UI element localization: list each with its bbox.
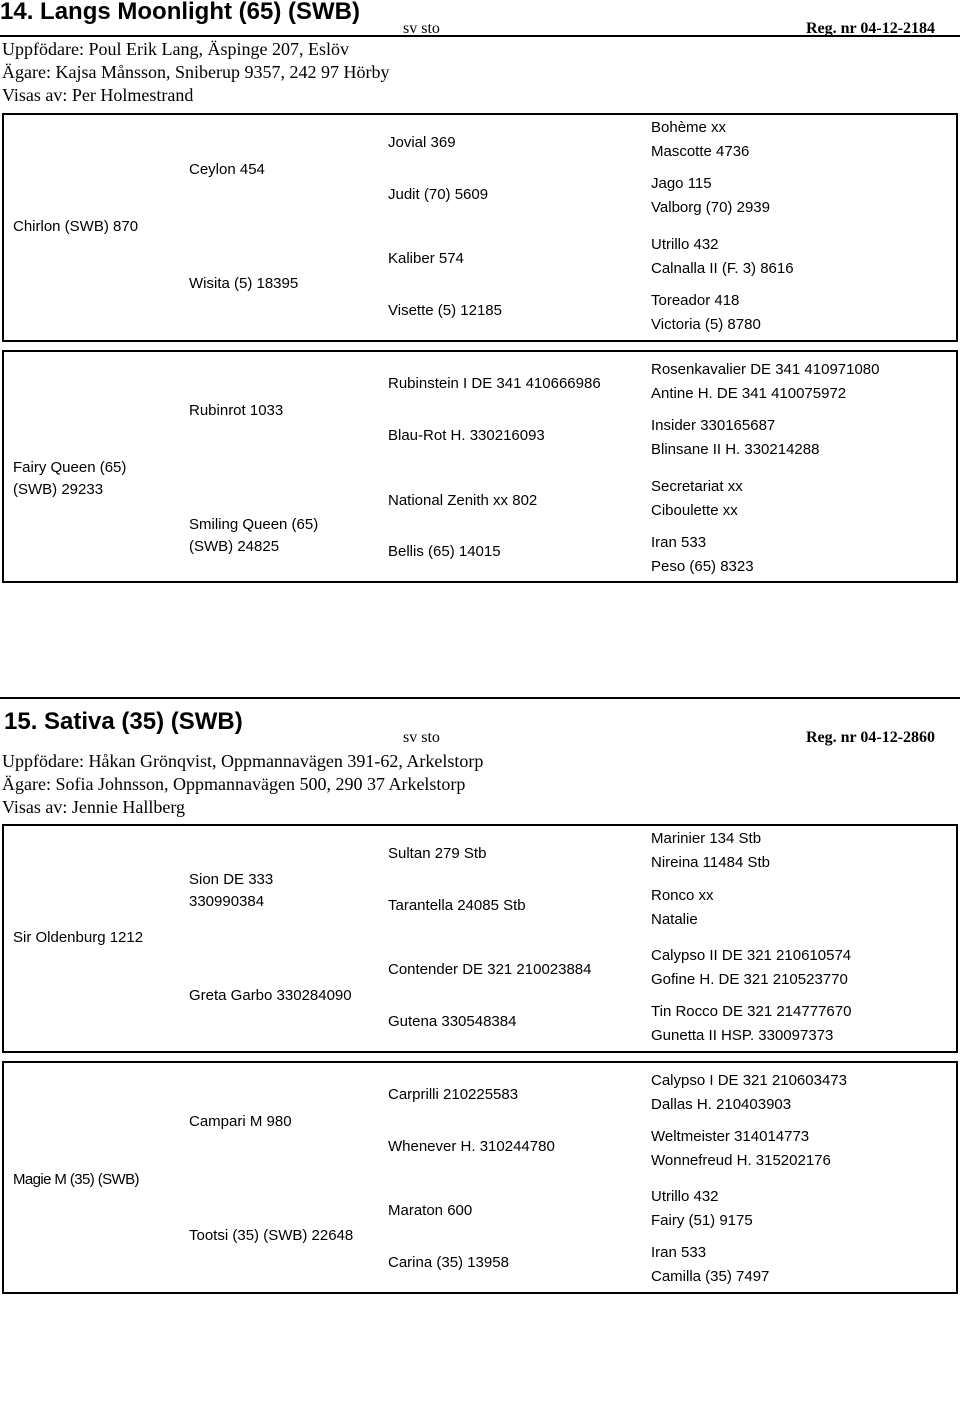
- great-grandparent: Gunetta II HSP. 330097373: [651, 1027, 834, 1044]
- sire-sire-sire: Sultan 279 Stb: [388, 845, 487, 862]
- great-grandparent: Gofine H. DE 321 210523770: [651, 971, 848, 988]
- great-grandparent: Mascotte 4736: [651, 143, 750, 160]
- entry-owner: Ägare: Kajsa Månsson, Sniberup 9357, 242 97 Hörby: [2, 62, 390, 82]
- sire-dam-sire: Kaliber 574: [388, 250, 464, 267]
- entry-title: 15. Sativa (35) (SWB): [4, 708, 243, 735]
- great-grandparent: Jago 115: [651, 175, 712, 192]
- dam-dam-sire: Maraton 600: [388, 1202, 473, 1219]
- separator-line: [0, 697, 960, 699]
- great-grandparent: Ronco xx: [651, 887, 714, 904]
- dam: Fairy Queen (65) (SWB) 29233: [13, 459, 127, 498]
- great-grandparent: Rosenkavalier DE 341 410971080: [651, 361, 880, 378]
- entry-sex: sv sto: [403, 20, 440, 37]
- great-grandparent: Toreador 418: [651, 292, 740, 309]
- great-grandparent: Victoria (5) 8780: [651, 316, 761, 333]
- great-grandparent: Valborg (70) 2939: [651, 199, 770, 216]
- entry-title: 14. Langs Moonlight (65) (SWB): [0, 0, 360, 25]
- dam-dam-dam: Carina (35) 13958: [388, 1254, 509, 1271]
- dam-sire-dam: Whenever H. 310244780: [388, 1138, 555, 1155]
- sire-sire-dam: Tarantella 24085 Stb: [388, 897, 526, 914]
- great-grandparent: Tin Rocco DE 321 214777670: [651, 1003, 852, 1020]
- great-grandparent: Secretariat xx: [651, 478, 743, 495]
- great-grandparent: Iran 533: [651, 534, 707, 551]
- entry-breeder: Uppfödare: Poul Erik Lang, Äspinge 207, Eslöv: [2, 39, 349, 59]
- great-grandparent: Dallas H. 210403903: [651, 1096, 792, 1113]
- sire: Chirlon (SWB) 870: [13, 218, 139, 235]
- great-grandparent: Calypso I DE 321 210603473: [651, 1072, 847, 1089]
- sire-dam: Greta Garbo 330284090: [189, 987, 352, 1004]
- dam-dam-sire: National Zenith xx 802: [388, 492, 538, 509]
- sire-dam-dam: Visette (5) 12185: [388, 302, 502, 319]
- great-grandparent: Peso (65) 8323: [651, 558, 754, 575]
- entry-shown-by: Visas av: Per Holmestrand: [2, 85, 194, 105]
- great-grandparent: Weltmeister 314014773: [651, 1128, 810, 1145]
- great-grandparent: Antine H. DE 341 410075972: [651, 385, 847, 402]
- great-grandparent: Wonnefreud H. 315202176: [651, 1152, 831, 1169]
- dam-dam: Tootsi (35) (SWB) 22648: [189, 1227, 354, 1244]
- great-grandparent: Blinsane II H. 330214288: [651, 441, 820, 458]
- sire-dam-sire: Contender DE 321 210023884: [388, 961, 592, 978]
- entry-owner: Ägare: Sofia Johnsson, Oppmannavägen 500, 290 37 Arkelstorp: [2, 774, 466, 794]
- dam-sire: Rubinrot 1033: [189, 402, 284, 419]
- sire-dam-dam: Gutena 330548384: [388, 1013, 517, 1030]
- great-grandparent: Nireina 11484 Stb: [651, 854, 770, 871]
- dam-sire-sire: Rubinstein I DE 341 410666986: [388, 375, 601, 392]
- great-grandparent: Calnalla II (F. 3) 8616: [651, 260, 794, 277]
- great-grandparent: Utrillo 432: [651, 236, 719, 253]
- great-grandparent: Marinier 134 Stb: [651, 830, 762, 847]
- dam-sire: Campari M 980: [189, 1113, 292, 1130]
- great-grandparent: Ciboulette xx: [651, 502, 738, 519]
- great-grandparent: Utrillo 432: [651, 1188, 719, 1205]
- great-grandparent: Insider 330165687: [651, 417, 776, 434]
- entry-reg-nr: Reg. nr 04-12-2860: [806, 729, 936, 746]
- dam-sire-dam: Blau-Rot H. 330216093: [388, 427, 545, 444]
- entry-breeder: Uppfödare: Håkan Grönqvist, Oppmannavägen 391-62, Arkelstorp: [2, 751, 484, 771]
- sire: Sir Oldenburg 1212: [13, 929, 144, 946]
- dam-dam: Smiling Queen (65) (SWB) 24825: [189, 516, 319, 555]
- entry-sex: sv sto: [403, 729, 440, 746]
- dam-dam-dam: Bellis (65) 14015: [388, 543, 501, 560]
- great-grandparent: Natalie: [651, 911, 698, 928]
- great-grandparent: Fairy (51) 9175: [651, 1212, 753, 1229]
- great-grandparent: Camilla (35) 7497: [651, 1268, 770, 1285]
- sire-sire-dam: Judit (70) 5609: [388, 186, 489, 203]
- entry-reg-nr: Reg. nr 04-12-2184: [806, 20, 936, 37]
- great-grandparent: Iran 533: [651, 1244, 707, 1261]
- great-grandparent: Calypso II DE 321 210610574: [651, 947, 852, 964]
- dam: Magie M (35) (SWB): [13, 1171, 139, 1188]
- sire-sire: Sion DE 333 330990384: [189, 871, 274, 910]
- dam-sire-sire: Carprilli 210225583: [388, 1086, 519, 1103]
- great-grandparent: Bohème xx: [651, 119, 727, 136]
- sire-sire-sire: Jovial 369: [388, 134, 456, 151]
- sire-dam: Wisita (5) 18395: [189, 275, 299, 292]
- sire-sire: Ceylon 454: [189, 161, 265, 178]
- entry-shown-by: Visas av: Jennie Hallberg: [2, 797, 186, 817]
